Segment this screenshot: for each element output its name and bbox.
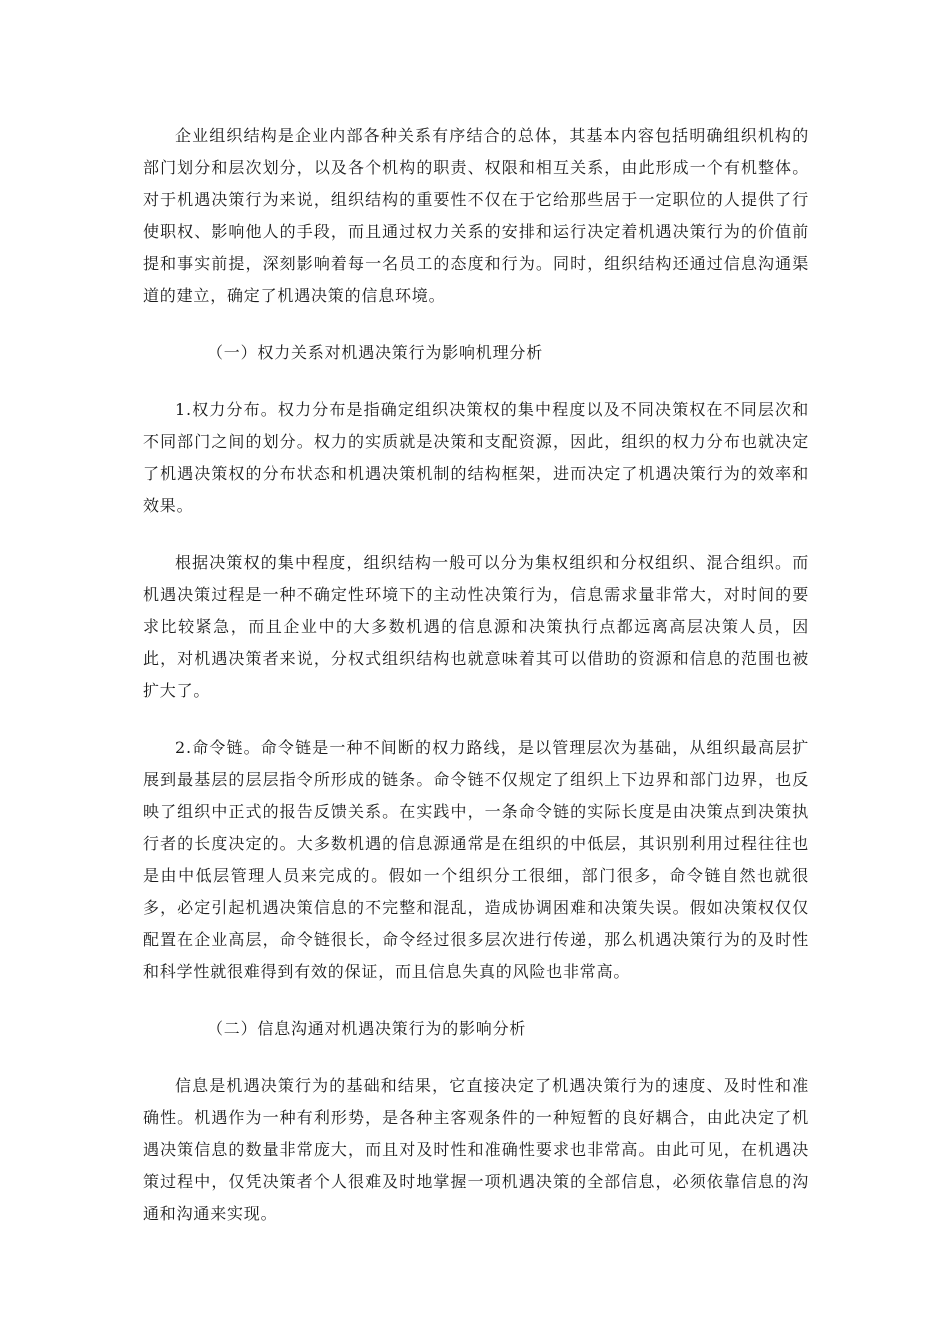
- section-heading-2: （二）信息沟通对机遇决策行为的影响分析: [207, 1019, 527, 1038]
- section-heading-1: （一）权力关系对机遇决策行为影响机理分析: [207, 343, 544, 362]
- document-body: [143, 120, 809, 1255]
- paragraph-information: 信息是机遇决策行为的基础和结果，它直接决定了机遇决策行为的速度、及时性和准确性。机遇作为一种有利形势，是各种主客观条件的一种短暂的良好耦合，由此决定了机遇决策信息的数量非常庞大，而且对及时性和准确性要求也非常高。由此可见，在机遇决策过程中，仅凭决策者个人很难及时地掌握一项机遇决策的全部信息，必须依靠信息的沟通和沟通来实现。: [143, 1076, 809, 1223]
- paragraph-chain-of-command: 2.命令链。命令链是一种不间断的权力路线，是以管理层次为基础，从组织最高层扩展到最基层的层层指令所形成的链条。命令链不仅规定了组织上下边界和部门边界，也反映了组织中正式的报告反馈关系。在实践中，一条命令链的实际长度是由决策点到决策执行者的长度决定的。大多数机遇的信息源通常是在组织的中低层，其识别利用过程往往也是由中低层管理人员来完成的。假如一个组织分工很细，部门很多，命令链自然也就很多，必定引起机遇决策信息的不完整和混乱，造成协调困难和决策失误。假如决策权仅仅配置在企业高层，命令链很长，命令经过很多层次进行传递，那么机遇决策行为的及时性和科学性就很难得到有效的保证，而且信息失真的风险也非常高。: [143, 738, 809, 981]
- paragraph-power-distribution: 1.权力分布。权力分布是指确定组织决策权的集中程度以及不同决策权在不同层次和不同部门之间的划分。权力的实质就是决策和支配资源，因此，组织的权力分布也就决定了机遇决策权的分布状态和机遇决策机制的结构框架，进而决定了机遇决策行为的效率和效果。: [143, 400, 809, 515]
- paragraph-centralization: 根据决策权的集中程度，组织结构一般可以分为集权组织和分权组织、混合组织。而机遇决策过程是一种不确定性环境下的主动性决策行为，信息需求量非常大，对时间的要求比较紧急，而且企业中的大多数机遇的信息源和决策执行点都远离高层决策人员，因此，对机遇决策者来说，分权式组织结构也就意味着其可以借助的资源和信息的范围也被扩大了。: [143, 553, 809, 700]
- paragraph-intro: 企业组织结构是企业内部各种关系有序结合的总体，其基本内容包括明确组织机构的部门划分和层次划分，以及各个机构的职责、权限和相互关系，由此形成一个有机整体。对于机遇决策行为来说，组织结构的重要性不仅在于它给那些居于一定职位的人提供了行使职权、影响他人的手段，而且通过权力关系的安排和运行决定着机遇决策行为的价值前提和事实前提，深刻影响着每一名员工的态度和行为。同时，组织结构还通过信息沟通渠道的建立，确定了机遇决策的信息环境。: [143, 126, 809, 305]
